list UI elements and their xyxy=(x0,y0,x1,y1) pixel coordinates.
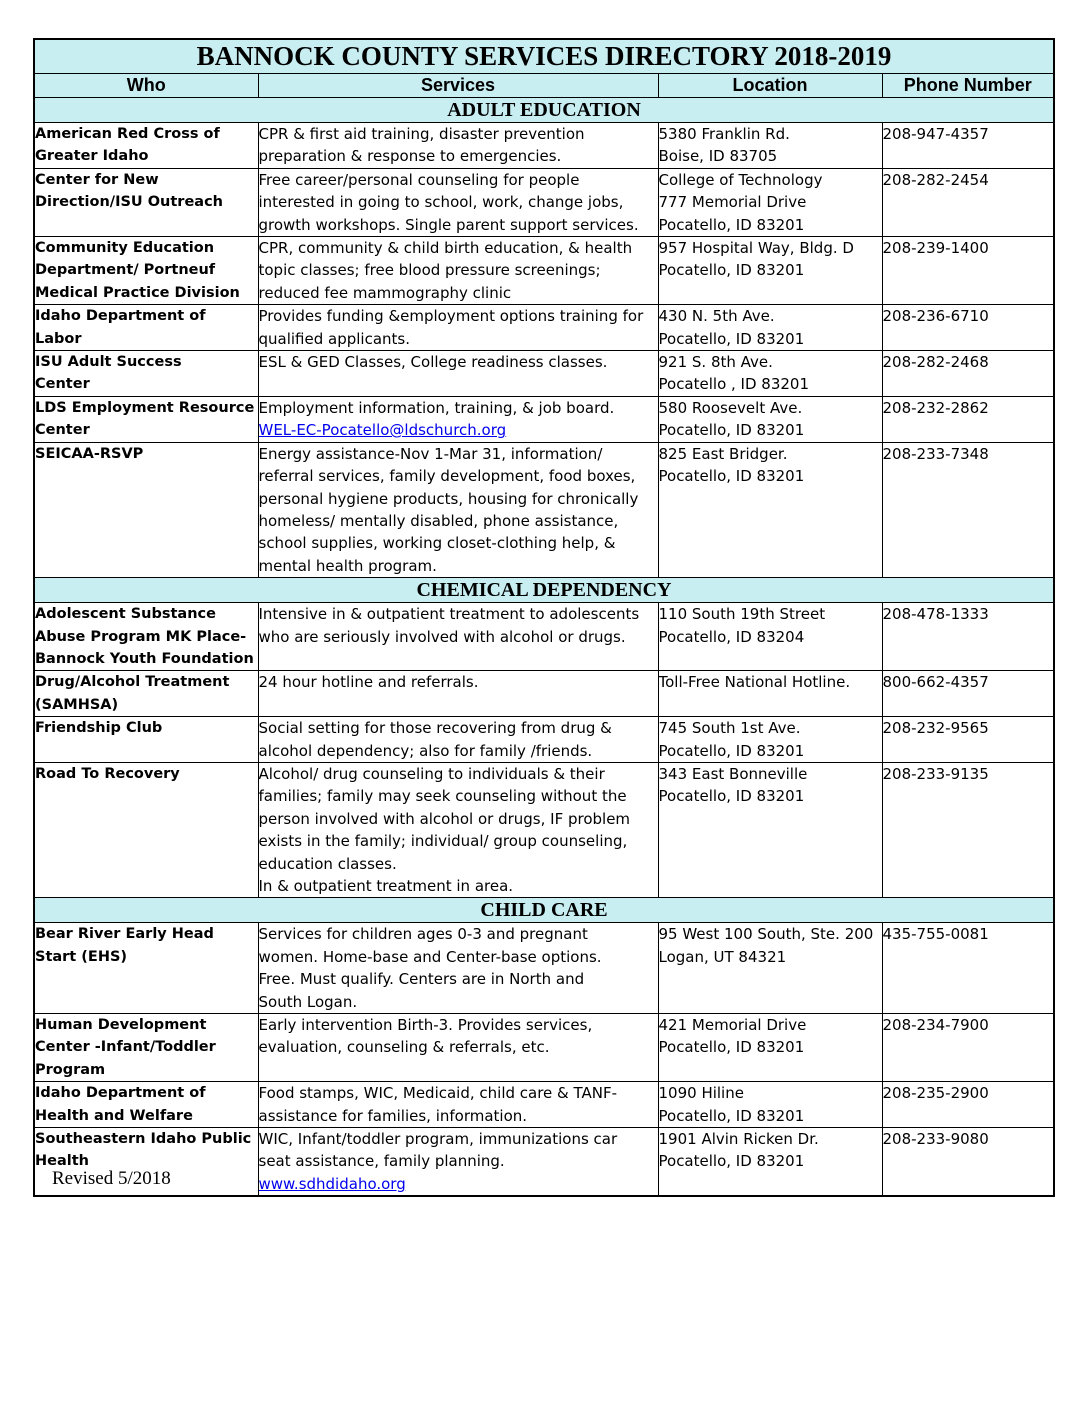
location-line: Pocatello, ID 83201 xyxy=(658,1038,805,1057)
services-line: ESL & GED Classes, College readiness classes. xyxy=(258,353,608,372)
services-line: WIC, Infant/toddler program, immunizations car xyxy=(258,1130,618,1149)
location-cell xyxy=(658,603,882,671)
who-line: Center -Infant/Toddler xyxy=(35,1039,216,1056)
services-line: Free. Must qualify. Centers are in North and xyxy=(258,970,585,989)
who-line: ISU Adult Success xyxy=(35,354,182,371)
who-line: Drug/Alcohol Treatment xyxy=(35,674,230,691)
location-line: 745 South 1st Ave. xyxy=(658,719,801,738)
phone-cell: 208-478-1333 xyxy=(882,603,1054,671)
services-line: Intensive in & outpatient treatment to adolescents xyxy=(258,605,640,624)
location-line: Boise, ID 83705 xyxy=(658,147,778,166)
who-line: Southeastern Idaho Public xyxy=(35,1131,252,1148)
who-cell xyxy=(34,603,258,671)
services-line: evaluation, counseling & referrals, etc. xyxy=(258,1038,550,1057)
phone-cell: 208-234-7900 xyxy=(882,1014,1054,1082)
location-line: Pocatello, ID 83201 xyxy=(658,329,805,348)
location-line: 430 N. 5th Ave. xyxy=(658,307,775,326)
section-title: ADULT EDUCATION xyxy=(34,98,1054,123)
services-line: referral services, family development, food boxes, xyxy=(258,467,636,486)
services-line: CPR & first aid training, disaster prevention xyxy=(258,125,585,143)
location-line: 580 Roosevelt Ave. xyxy=(658,398,803,417)
location-cell xyxy=(658,1128,882,1197)
services-line: 24 hour hotline and referrals. xyxy=(258,673,479,692)
location-cell xyxy=(658,1082,882,1128)
who-cell xyxy=(34,671,258,717)
services-cell xyxy=(258,351,658,397)
location-line: Toll-Free National Hotline. xyxy=(658,673,851,692)
who-cell xyxy=(34,396,258,442)
table-row xyxy=(34,1128,1054,1197)
table-row xyxy=(34,123,1054,169)
services-cell xyxy=(258,1014,658,1082)
location-cell xyxy=(658,396,882,442)
services-line: homeless/ mentally disabled, phone assistance, xyxy=(258,511,619,530)
location-line: Pocatello, ID 83201 xyxy=(658,215,805,234)
services-line: growth workshops. Single parent support services. xyxy=(258,215,639,234)
who-cell xyxy=(34,123,258,169)
services-line: mental health program. xyxy=(258,556,437,575)
phone-cell: 208-233-9080 xyxy=(882,1128,1054,1197)
services-cell xyxy=(258,1128,658,1197)
table-row xyxy=(34,237,1054,305)
who-line: Program xyxy=(35,1061,106,1078)
section-header-row xyxy=(34,898,1054,923)
phone-cell: 208-236-6710 xyxy=(882,305,1054,351)
who-line: Center xyxy=(35,376,90,393)
directory-title: BANNOCK COUNTY SERVICES DIRECTORY 2018-2019 xyxy=(34,39,1054,74)
phone-cell: 208-233-9135 xyxy=(882,762,1054,897)
services-cell xyxy=(258,305,658,351)
who-line: Idaho Department of xyxy=(35,1085,206,1102)
table-row xyxy=(34,603,1054,671)
who-cell xyxy=(34,1014,258,1082)
phone-cell: 208-232-2862 xyxy=(882,396,1054,442)
who-line: Direction/ISU Outreach xyxy=(35,194,223,211)
services-line: Services for children ages 0-3 and pregnant xyxy=(258,925,588,944)
services-line: assistance for families, information. xyxy=(258,1106,528,1125)
location-line: 421 Memorial Drive xyxy=(658,1016,807,1035)
location-cell xyxy=(658,923,882,1014)
title-row xyxy=(34,39,1054,74)
phone-cell: 208-233-7348 xyxy=(882,442,1054,577)
services-line: Early intervention Birth-3. Provides services, xyxy=(258,1016,593,1035)
who-line: Idaho Department of xyxy=(35,308,206,325)
services-line: exists in the family; individual/ group counseling, xyxy=(258,832,628,851)
who-line: Labor xyxy=(35,330,82,347)
phone-cell: 208-282-2468 xyxy=(882,351,1054,397)
location-cell xyxy=(658,237,882,305)
location-line: Pocatello, ID 83201 xyxy=(658,787,805,806)
who-line: LDS Employment Resource xyxy=(35,399,255,416)
who-line: Road To Recovery xyxy=(35,765,180,782)
services-cell xyxy=(258,923,658,1014)
who-line: Adolescent Substance xyxy=(35,606,216,623)
services-line: qualified applicants. xyxy=(258,329,411,348)
location-line: College of Technology xyxy=(658,170,823,189)
location-line: Pocatello, ID 83201 xyxy=(658,467,805,486)
who-line: Community Education xyxy=(35,240,215,257)
services-line: Provides funding &employment options training for xyxy=(258,307,644,326)
who-line: Bannock Youth Foundation xyxy=(35,650,254,667)
who-cell xyxy=(34,237,258,305)
table-row xyxy=(34,762,1054,897)
section-header-row xyxy=(34,578,1054,603)
table-row xyxy=(34,442,1054,577)
location-cell xyxy=(658,717,882,763)
location-line: 957 Hospital Way, Bldg. D xyxy=(658,239,854,258)
services-directory-table xyxy=(33,38,1055,1197)
services-line: reduced fee mammography clinic xyxy=(258,283,512,302)
services-line: seat assistance, family planning. xyxy=(258,1152,505,1171)
services-line: South Logan. xyxy=(258,992,358,1011)
location-line: Pocatello, ID 83201 xyxy=(658,1152,805,1171)
who-line: Center xyxy=(35,422,90,439)
table-row xyxy=(34,1082,1054,1128)
location-cell xyxy=(658,1014,882,1082)
services-line: Employment information, training, & job board. xyxy=(258,398,615,417)
location-cell xyxy=(658,762,882,897)
location-cell xyxy=(658,305,882,351)
services-line: families; family may seek counseling without the xyxy=(258,787,627,806)
location-line: Pocatello , ID 83201 xyxy=(658,375,810,394)
services-line: Social setting for those recovering from drug & xyxy=(258,719,612,738)
location-line: 825 East Bridger. xyxy=(658,444,788,463)
service-link[interactable]: www.sdhdidaho.org xyxy=(258,1174,406,1193)
who-cell xyxy=(34,305,258,351)
location-line: 5380 Franklin Rd. xyxy=(658,125,790,143)
column-header-who: Who xyxy=(34,74,258,98)
services-cell xyxy=(258,237,658,305)
who-line: Bear River Early Head xyxy=(35,926,214,943)
location-line: 95 West 100 South, Ste. 200 xyxy=(658,925,874,944)
services-cell xyxy=(258,168,658,236)
location-line: Pocatello, ID 83201 xyxy=(658,421,805,440)
services-line: who are seriously involved with alcohol or drugs. xyxy=(258,627,626,646)
services-cell xyxy=(258,1082,658,1128)
services-line: person involved with alcohol or drugs, IF problem xyxy=(258,809,631,828)
location-line: Pocatello, ID 83201 xyxy=(658,261,805,280)
who-cell xyxy=(34,168,258,236)
phone-cell: 208-232-9565 xyxy=(882,717,1054,763)
who-line: Start (EHS) xyxy=(35,948,128,965)
services-line: preparation & response to emergencies. xyxy=(258,147,562,166)
section-header-row xyxy=(34,98,1054,123)
location-cell xyxy=(658,168,882,236)
services-line: women. Home-base and Center-base options. xyxy=(258,947,602,966)
services-line: Alcohol/ drug counseling to individuals & their xyxy=(258,764,605,783)
column-header-services: Services xyxy=(258,74,658,98)
services-cell xyxy=(258,603,658,671)
who-line: Friendship Club xyxy=(35,720,163,737)
services-cell xyxy=(258,717,658,763)
who-line: Human Development xyxy=(35,1017,207,1034)
services-cell xyxy=(258,442,658,577)
who-line: Department/ Portneuf xyxy=(35,262,216,279)
phone-cell: 208-947-4357 xyxy=(882,123,1054,169)
services-line: education classes. xyxy=(258,854,397,873)
table-row xyxy=(34,923,1054,1014)
column-header-location: Location xyxy=(658,74,882,98)
services-line: In & outpatient treatment in area. xyxy=(258,877,514,895)
phone-cell: 435-755-0081 xyxy=(882,923,1054,1014)
who-cell xyxy=(34,717,258,763)
phone-cell: 800-662-4357 xyxy=(882,671,1054,717)
location-line: Logan, UT 84321 xyxy=(658,947,787,966)
table-row xyxy=(34,717,1054,763)
phone-cell: 208-282-2454 xyxy=(882,168,1054,236)
who-cell xyxy=(34,762,258,897)
location-line: Pocatello, ID 83201 xyxy=(658,741,805,760)
who-line: SEICAA-RSVP xyxy=(35,445,144,462)
location-line: Pocatello, ID 83201 xyxy=(658,1106,805,1125)
location-line: 777 Memorial Drive xyxy=(658,193,807,212)
services-cell xyxy=(258,671,658,717)
column-header-row xyxy=(34,74,1054,98)
table-row xyxy=(34,671,1054,717)
who-cell xyxy=(34,923,258,1014)
services-cell xyxy=(258,396,658,442)
who-line: Health and Welfare xyxy=(35,1107,193,1124)
location-cell xyxy=(658,671,882,717)
table-row xyxy=(34,351,1054,397)
services-line: Free career/personal counseling for people xyxy=(258,170,580,189)
section-title: CHEMICAL DEPENDENCY xyxy=(34,578,1054,603)
who-cell xyxy=(34,442,258,577)
services-line: personal hygiene products, housing for chronically xyxy=(258,489,639,508)
column-header-phone: Phone Number xyxy=(882,74,1054,98)
location-line: 110 South 19th Street xyxy=(658,605,826,624)
services-line: interested in going to school, work, change jobs, xyxy=(258,193,624,212)
who-line: Center for New xyxy=(35,171,159,188)
location-cell xyxy=(658,351,882,397)
table-row xyxy=(34,168,1054,236)
location-cell xyxy=(658,123,882,169)
location-line: 343 East Bonneville xyxy=(658,764,808,783)
table-row xyxy=(34,1014,1054,1082)
service-link[interactable]: WEL-EC-Pocatello@ldschurch.org xyxy=(258,421,507,440)
who-cell xyxy=(34,351,258,397)
services-cell xyxy=(258,123,658,169)
services-line: topic classes; free blood pressure screenings; xyxy=(258,261,601,280)
location-line: 921 S. 8th Ave. xyxy=(658,353,773,372)
who-line: American Red Cross of xyxy=(35,126,220,142)
location-line: Pocatello, ID 83204 xyxy=(658,627,805,646)
location-line: 1090 Hiline xyxy=(658,1084,744,1103)
services-line: CPR, community & child birth education, & health xyxy=(258,239,633,258)
services-line: Food stamps, WIC, Medicaid, child care & TANF- xyxy=(258,1084,618,1103)
revision-note: Revised 5/2018 xyxy=(52,1168,171,1189)
location-line: 1901 Alvin Ricken Dr. xyxy=(658,1130,819,1149)
who-cell xyxy=(34,1082,258,1128)
table-row xyxy=(34,396,1054,442)
location-cell xyxy=(658,442,882,577)
who-line: Medical Practice Division xyxy=(35,284,240,301)
table-row xyxy=(34,305,1054,351)
who-line: Health xyxy=(35,1153,89,1170)
phone-cell: 208-239-1400 xyxy=(882,237,1054,305)
section-title: CHILD CARE xyxy=(34,898,1054,923)
services-line: school supplies, working closet-clothing help, & xyxy=(258,534,616,553)
services-line: alcohol dependency; also for family /friends. xyxy=(258,741,593,760)
services-cell xyxy=(258,762,658,897)
services-line: Energy assistance-Nov 1-Mar 31, information/ xyxy=(258,444,603,463)
who-line: (SAMHSA) xyxy=(35,696,119,713)
phone-cell: 208-235-2900 xyxy=(882,1082,1054,1128)
who-line: Greater Idaho xyxy=(35,148,149,165)
who-line: Abuse Program MK Place- xyxy=(35,628,247,645)
